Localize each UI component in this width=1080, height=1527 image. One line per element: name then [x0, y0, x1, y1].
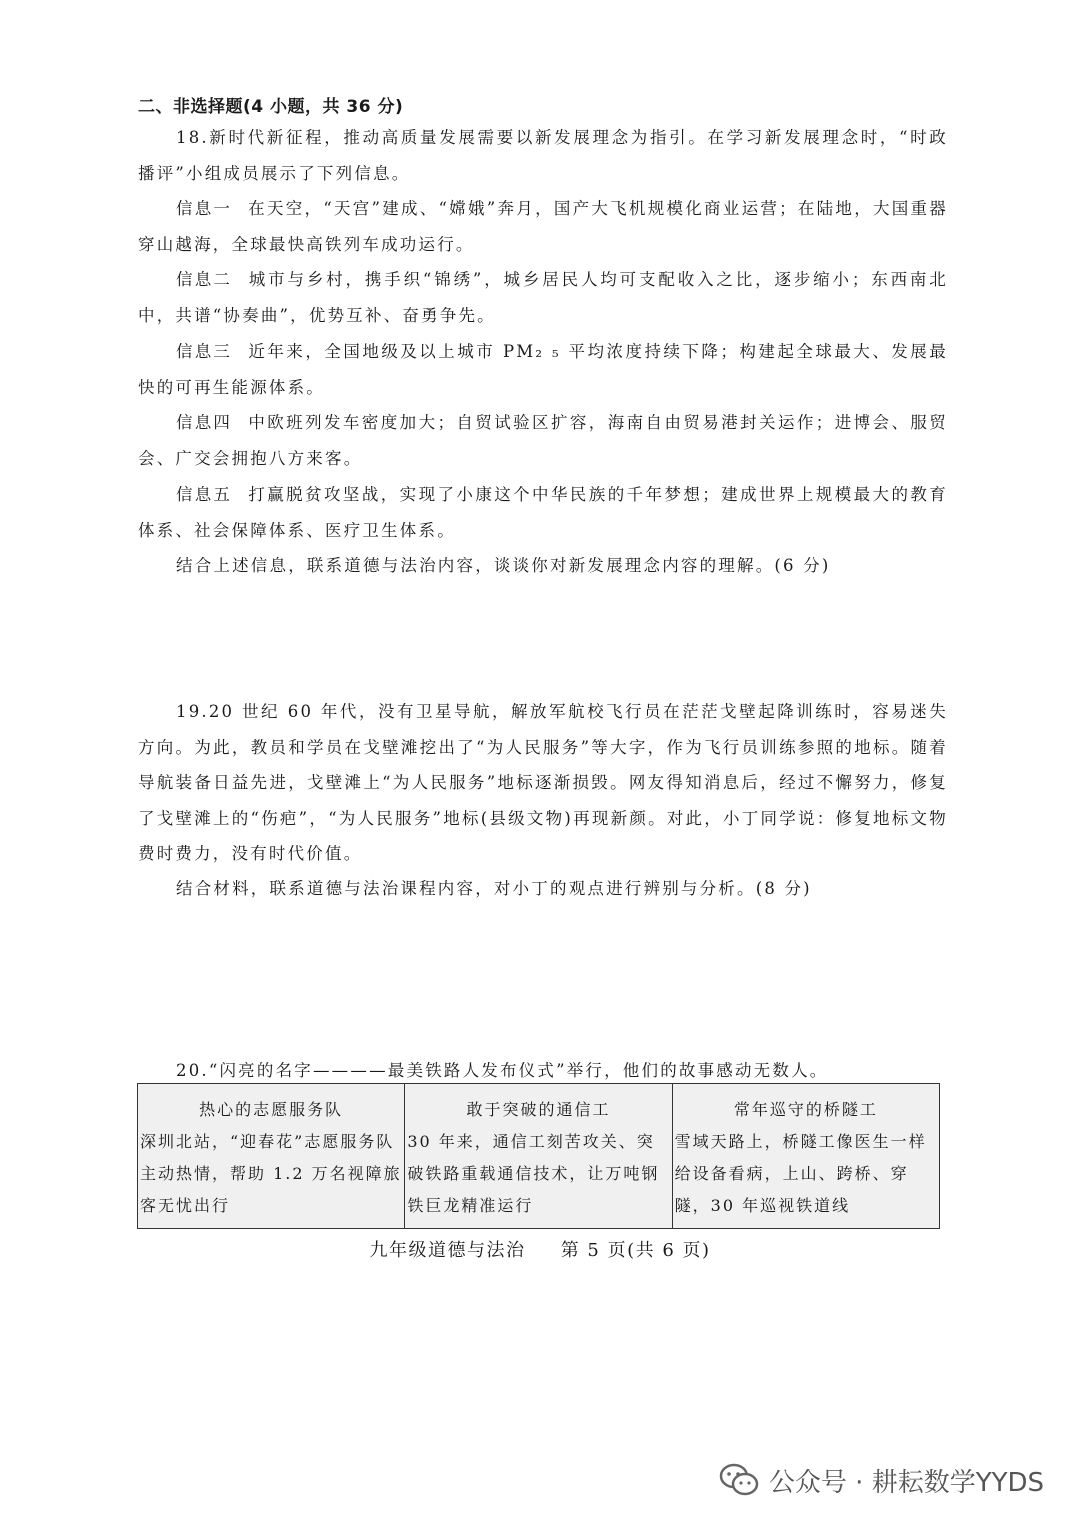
cell-body: 深圳北站，“迎春花”志愿服务队主动热情，帮助 1.2 万名视障旅客无忧出行 — [140, 1132, 402, 1215]
info-label: 信息五 — [176, 485, 233, 504]
q18-intro — [138, 120, 948, 191]
section-title: 二、非选择题(4 小题，共 36 分) — [138, 97, 404, 117]
q20-table — [137, 1083, 940, 1229]
q18-question — [138, 548, 948, 584]
info-label: 信息四 — [176, 413, 233, 432]
q19-question-text: 结合材料，联系道德与法治课程内容，对小丁的观点进行辨别与分析。(8 分) — [176, 879, 812, 898]
info-label: 信息三 — [176, 342, 233, 361]
info-text: 城市与乡村，携手织“锦绣”，城乡居民人均可支配收入之比，逐步缩小；东西南北中，共谱“协奏曲”，优势互补、奋勇争先。 — [138, 270, 948, 325]
watermark — [719, 1460, 1044, 1500]
q18-intro-text: 18.新时代新征程，推动高质量发展需要以新发展理念为指引。在学习新发展理念时，“时政播评”小组成员展示了下列信息。 — [138, 128, 948, 183]
q19-material — [138, 694, 948, 872]
cell-heading: 敢于突破的通信工 — [466, 1100, 611, 1119]
table-cell — [405, 1084, 672, 1229]
table-row — [138, 1084, 940, 1229]
info-label: 信息二 — [176, 270, 233, 289]
info-text: 打赢脱贫攻坚战，实现了小康这个中华民族的千年梦想；建成世界上规模最大的教育体系、社会保障体系、医疗卫生体系。 — [138, 485, 948, 540]
cell-heading: 常年巡守的桥隧工 — [733, 1100, 878, 1119]
q18-question-text: 结合上述信息，联系道德与法治内容，谈谈你对新发展理念内容的理解。(6 分) — [176, 556, 831, 575]
table-cell — [138, 1084, 405, 1229]
page-footer — [0, 1236, 1080, 1262]
cell-body: 30 年来，通信工刻苦攻关、突破铁路重载通信技术，让万吨钢铁巨龙精准运行 — [407, 1132, 660, 1215]
info-text: 中欧班列发车密度加大；自贸试验区扩容，海南自由贸易港封关运作；进博会、服贸会、广交会拥抱八方来客。 — [138, 413, 948, 468]
q19-material-text: 19.20 世纪 60 年代，没有卫星导航，解放军航校飞行员在茫茫戈壁起降训练时，容易迷失方向。为此，教员和学员在戈壁滩挖出了“为人民服务”等大字，作为飞行员训练参照的地标。随着导航装备日益先进，戈壁滩上“为人民服务”地标逐渐损毁。网友得知消息后，经过不懈努力，修复了戈壁滩上的“伤疤”，“为人民服务”地标(县级文物)再现新颜。对此，小丁同学说：修复地标文物费时费力，没有时代价值。 — [138, 702, 948, 863]
q20-intro-text: 20.“闪亮的名字————最美铁路人发布仪式”举行，他们的故事感动无数人。 — [176, 1061, 829, 1080]
info-text: 近年来，全国地级及以上城市 PM₂ ₅ 平均浓度持续下降；构建起全球最大、发展最快的可再生能源体系。 — [138, 342, 948, 397]
q19-question — [138, 871, 948, 907]
q18-info-1 — [138, 191, 948, 262]
cell-body: 雪域天路上，桥隧工像医生一样给设备看病，上山、跨桥、穿隧，30 年巡视铁道线 — [674, 1132, 927, 1215]
wechat-icon — [719, 1463, 759, 1497]
footer-subject: 九年级道德与法治 — [369, 1240, 526, 1261]
table-cell — [672, 1084, 939, 1229]
watermark-text: 公众号 · 耕耘数学YYDS — [768, 1467, 1044, 1498]
q18-info-2 — [138, 262, 948, 333]
q18-info-5 — [138, 477, 948, 548]
q18-info-3 — [138, 334, 948, 405]
info-label: 信息一 — [176, 199, 233, 218]
q18-info-4 — [138, 405, 948, 476]
footer-page-number: 第 5 页(共 6 页) — [560, 1240, 711, 1261]
info-text: 在天空，“天宫”建成、“嫦娥”奔月，国产大飞机规模化商业运营；在陆地，大国重器穿山越海，全球最快高铁列车成功运行。 — [138, 199, 948, 254]
cell-heading: 热心的志愿服务队 — [199, 1100, 344, 1119]
